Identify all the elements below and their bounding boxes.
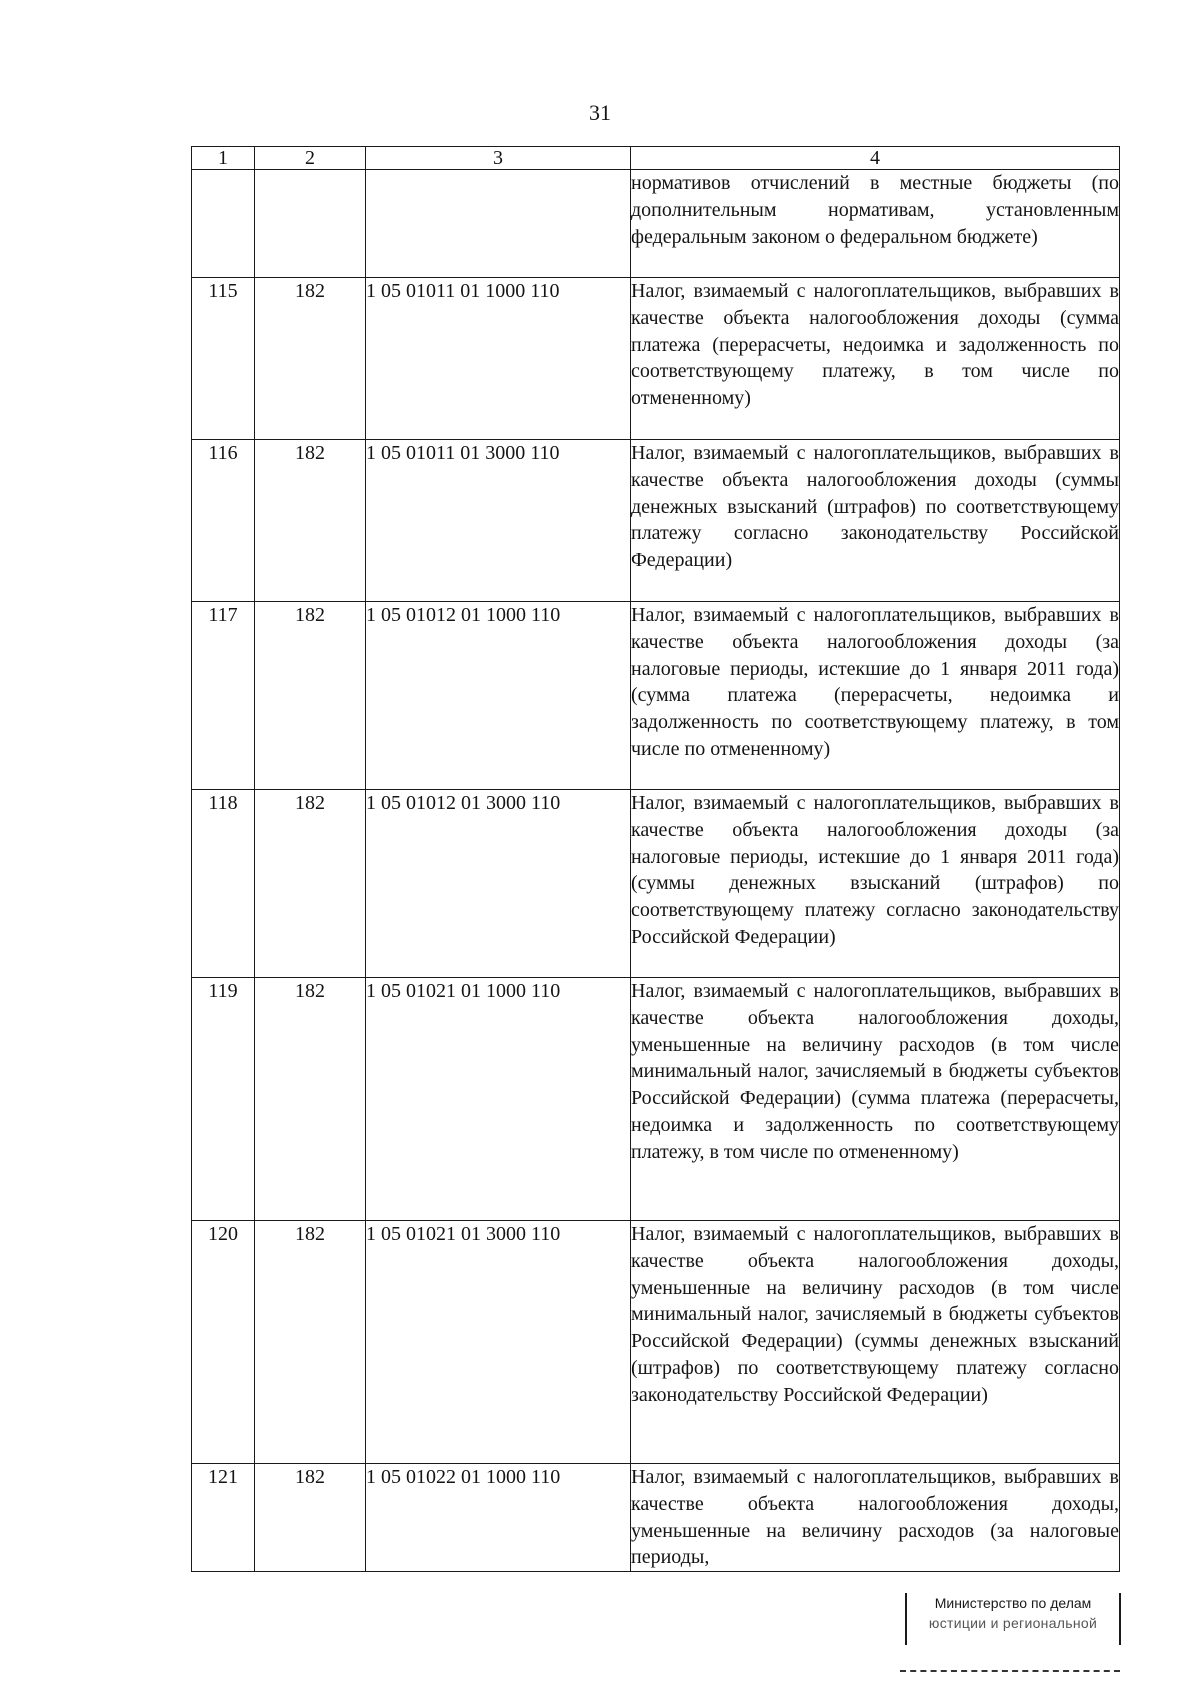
row-number-cell: [192, 170, 255, 278]
budget-code-cell: 1 05 01021 01 1000 110: [366, 978, 631, 1221]
header-col-4: 4: [631, 147, 1120, 170]
table-header-row: [192, 147, 1120, 170]
revenue-name-cell: Налог, взимаемый с налогоплательщиков, выбравших в качестве объекта налогообложения доходы, уменьшенные на величину расходов (за налоговые периоды,: [631, 1464, 1120, 1572]
table-row: [192, 978, 1120, 1221]
row-number-cell: 118: [192, 790, 255, 978]
admin-code-cell: 182: [255, 602, 366, 790]
row-number-cell: 120: [192, 1221, 255, 1464]
table-row: [192, 790, 1120, 978]
ministry-stamp: [905, 1593, 1121, 1645]
admin-code-cell: 182: [255, 1464, 366, 1572]
stamp-underline: [900, 1670, 1120, 1672]
budget-code-cell: 1 05 01012 01 3000 110: [366, 790, 631, 978]
stamp-line-2: юстиции и региональной: [928, 1615, 1098, 1631]
budget-code-cell: 1 05 01022 01 1000 110: [366, 1464, 631, 1572]
table-row-continuation: [192, 170, 1120, 278]
table-row: [192, 1464, 1120, 1572]
budget-code-cell: 1 05 01021 01 3000 110: [366, 1221, 631, 1464]
revenue-name-cell: Налог, взимаемый с налогоплательщиков, выбравших в качестве объекта налогообложения доходы (за налоговые периоды, истекшие до 1 января 2011 года) (суммы денежных взысканий (штрафов) по соответствующему платежу согласно законодательству Российской Федерации): [631, 790, 1120, 978]
revenue-name-cell: Налог, взимаемый с налогоплательщиков, выбравших в качестве объекта налогообложения доходы (суммы денежных взысканий (штрафов) по соответствующему платежу согласно законодательству Российской Федерации): [631, 440, 1120, 602]
budget-code-cell: 1 05 01011 01 1000 110: [366, 278, 631, 440]
table-row: [192, 1221, 1120, 1464]
header-col-3: 3: [366, 147, 631, 170]
revenue-name-cell: Налог, взимаемый с налогоплательщиков, выбравших в качестве объекта налогообложения доходы, уменьшенные на величину расходов (в том числе минимальный налог, зачисляемый в бюджеты субъектов Российской Федерации) (сумма платежа (перерасчеты, недоимка и задолженность по соответствующему платежу, в том числе по отмененному): [631, 978, 1120, 1221]
page-number: 31: [589, 100, 611, 125]
row-number-cell: 115: [192, 278, 255, 440]
revenue-name-cell: нормативов отчислений в местные бюджеты (по дополнительным нормативам, установленным федеральным законом о федеральном бюджете): [631, 170, 1120, 278]
row-number-cell: 121: [192, 1464, 255, 1572]
revenue-name-cell: Налог, взимаемый с налогоплательщиков, выбравших в качестве объекта налогообложения доходы (за налоговые периоды, истекшие до 1 января 2011 года) (сумма платежа (перерасчеты, недоимка и задолженность по соответствующему платежу, в том числе по отмененному): [631, 602, 1120, 790]
admin-code-cell: 182: [255, 790, 366, 978]
admin-code-cell: 182: [255, 1221, 366, 1464]
admin-code-cell: 182: [255, 278, 366, 440]
budget-code-cell: 1 05 01011 01 3000 110: [366, 440, 631, 602]
admin-code-cell: 182: [255, 978, 366, 1221]
revenue-name-cell: Налог, взимаемый с налогоплательщиков, выбравших в качестве объекта налогообложения доходы, уменьшенные на величину расходов (в том числе минимальный налог, зачисляемый в бюджеты субъектов Российской Федерации) (суммы денежных взысканий (штрафов) по соответствующему платежу согласно законодательству Российской Федерации): [631, 1221, 1120, 1464]
header-col-1: 1: [192, 147, 255, 170]
row-number-cell: 117: [192, 602, 255, 790]
header-col-2: 2: [255, 147, 366, 170]
row-number-cell: 116: [192, 440, 255, 602]
revenue-name-cell: Налог, взимаемый с налогоплательщиков, выбравших в качестве объекта налогообложения доходы (сумма платежа (перерасчеты, недоимка и задолженность по соответствующему платежу, в том числе по отмененному): [631, 278, 1120, 440]
stamp-line-1: Министерство по делам: [934, 1595, 1092, 1611]
budget-code-cell: 1 05 01012 01 1000 110: [366, 602, 631, 790]
admin-code-cell: [255, 170, 366, 278]
table-row: [192, 602, 1120, 790]
row-number-cell: 119: [192, 978, 255, 1221]
table-row: [192, 440, 1120, 602]
admin-code-cell: 182: [255, 440, 366, 602]
table-row: [192, 278, 1120, 440]
budget-codes-table: [191, 146, 1120, 1572]
budget-code-cell: [366, 170, 631, 278]
